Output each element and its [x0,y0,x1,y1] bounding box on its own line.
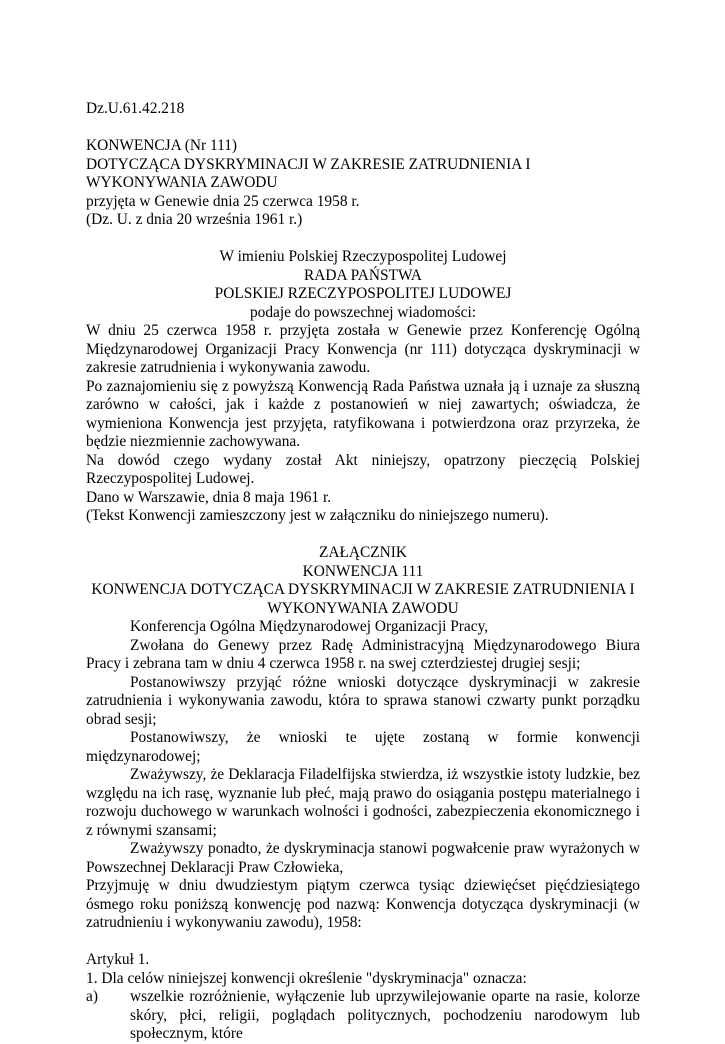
spacer [86,119,640,138]
convention-subject: DOTYCZĄCA DYSKRYMINACJI W ZAKRESIE ZATRUDNIENIA I WYKONYWANIA ZAWODU [86,155,531,191]
adoption-note: przyjęta w Genewie dnia 25 czerwca 1958 r. [86,192,360,210]
proclamation-date: Dano w Warszawie, dnia 8 maja 1961 r. [86,488,332,506]
adoption-paragraph: Przyjmuję w dniu dwudziestym piątym czerwca tysiąc dziewięćset pięćdziesiątego ósmego roku poniższą konwencję pod nazwą: Konwencja dotycząca dyskryminacji (w zatrudnieniu i wykonywaniu zawodu), 1958: [86,877,640,931]
proclamation-invocation: W imieniu Polskiej Rzeczypospolitej Ludowej [219,248,507,265]
annex-convention-number: KONWENCJA 111 [302,562,424,580]
proclamation-paragraph: Po zaznajomieniu się z powyższą Konwencją Rada Państwa uznała ją i uznaje za słuszną zarówno w całości, jak i każde z postanowień w niej zawartych; oświadcza, że wymieniona Konwencja jest przyjęta, ratyfikowana i potwierdzona oraz przyrzeka, że będzie niezmiennie zachowywana. [86,377,640,450]
council-state: POLSKIEJ RZECZYPOSPOLITEJ LUDOWEJ [214,285,512,302]
preamble-paragraph: Konferencja Ogólna Międzynarodowej Organizacji Pracy, [130,618,489,635]
document-page [86,100,640,1044]
spacer [86,933,640,952]
spacer [86,230,640,249]
proclamation-paragraph: W dniu 25 czerwca 1958 r. przyjęta została w Genewie przez Konferencję Ogólną Międzynarodowej Organizacji Pracy Konwencja (nr 111) dotycząca dyskryminacji w zakresie zatrudnienia i wykonywania zawodu. [86,322,640,376]
article-heading: Artykuł 1. [86,951,150,968]
preamble-paragraph: Postanowiwszy, że wnioski te ujęte zostaną w formie konwencji międzynarodowej; [86,729,640,765]
subpoint-text: wszelkie rozróżnienie, wyłączenie lub uprzywilejowanie oparte na rasie, kolorze skóry, płci, religii, poglądach politycznych, pochodzeniu narodowym lub społecznym, które [130,988,640,1042]
proclamation-paragraph: Na dowód czego wydany został Akt niniejszy, opatrzony pieczęcią Polskiej Rzeczypospolitej Ludowej. [86,451,640,487]
preamble-paragraph: Zważywszy, że Deklaracja Filadelfijska stwierdza, iż wszystkie istoty ludzkie, bez względu na ich rasę, wyznanie lub płeć, mają prawo do osiągania postępu materialnego i rozwoju duchowego w warunkach wolności i godności, zabezpieczenia ekonomicznego i z równymi szansami; [86,766,640,839]
proclamation-note: (Tekst Konwencji zamieszczony jest w załączniku do niniejszego numeru). [86,507,549,524]
convention-title: KONWENCJA (Nr 111) [86,137,238,154]
journal-reference: Dz.U.61.42.218 [86,100,185,117]
annex-title: KONWENCJA DOTYCZĄCA DYSKRYMINACJI W ZAKRESIE ZATRUDNIENIA I WYKONYWANIA ZAWODU [91,581,635,617]
preamble-paragraph: Zwołana do Genewy przez Radę Administracyjną Międzynarodowego Biura Pracy i zebrana tam w dniu 4 czerwca 1958 r. na swej czterdziestej drugiej sesji; [86,636,640,672]
preamble-paragraph: Postanowiwszy przyjąć różne wnioski dotyczące dyskryminacji w zakresie zatrudnienia i wykonywania zawodu, która to sprawa stanowi czwarty punkt porządku obrad sesji; [86,673,640,728]
proclamation-announce: podaje do powszechnej wiadomości: [249,303,477,321]
annex-label: ZAŁĄCZNIK [318,544,408,561]
journal-date: (Dz. U. z dnia 20 września 1961 r.) [86,211,303,228]
article-point: 1. Dla celów niniejszej konwencji określenie "dyskryminacja" oznacza: [86,969,527,987]
subpoint-label: a) [86,988,98,1005]
preamble-paragraph: Zważywszy ponadto, że dyskryminacja stanowi pogwałcenie praw wyrażonych w Powszechnej Deklaracji Praw Człowieka, [86,840,640,876]
article-subpoint [86,988,640,1044]
council-name: RADA PAŃSTWA [304,266,422,284]
spacer [86,526,640,545]
